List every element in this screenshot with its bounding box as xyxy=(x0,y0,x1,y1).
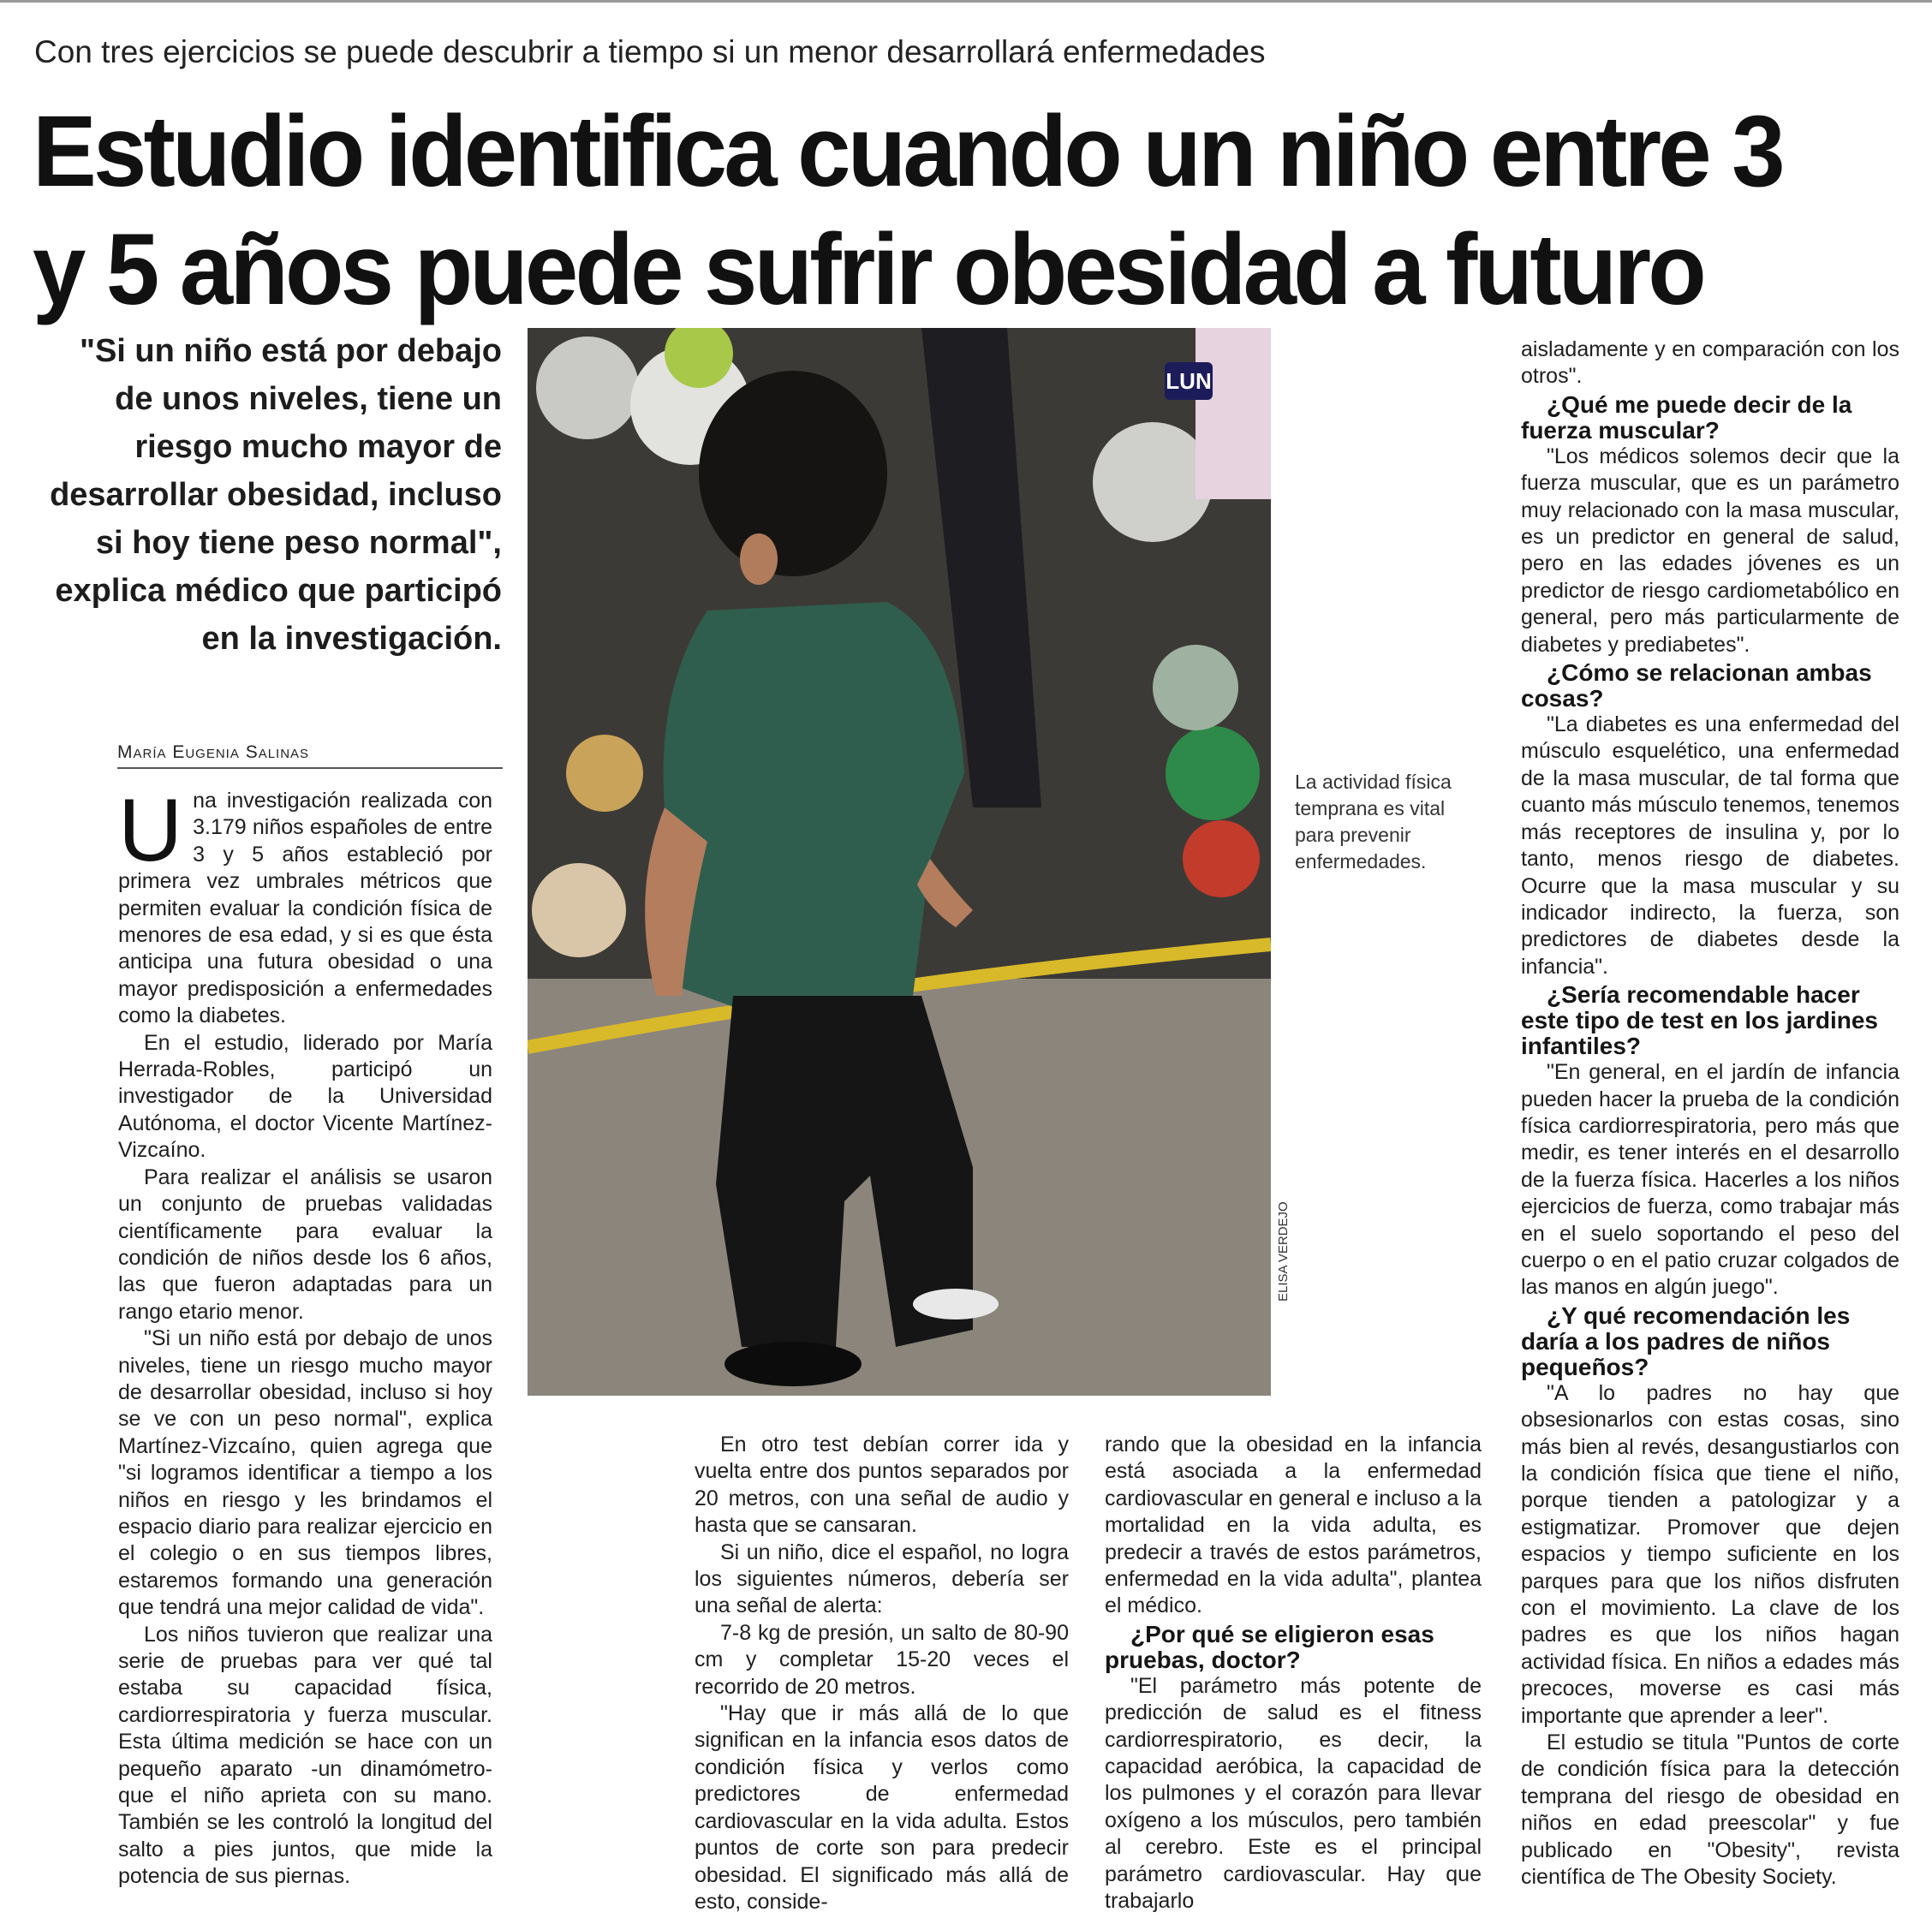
paragraph: En otro test debían correr ida y vuelta entre dos puntos separados por 20 metros, con una señal de audio y hasta que se cansaran. xyxy=(695,1433,1069,1538)
paragraph: "La diabetes es una enfermedad del músculo esquelético, una enfermedad de la masa muscular, de tal forma que cuanto más músculo tenemos, tenemos más receptores de insulina y, por lo tanto, menos riesgo de diabetes. Ocurre que la masa muscular y su indicador indirecto, la fuerza, son predictores de diabetes desde la infancia". xyxy=(1521,712,1899,979)
paragraph: Para realizar el análisis se usaron un conjunto de pruebas validadas científicamente para evaluar la condición de niños desde los 6 años, las que fueron adaptadas para un rango etario menor. xyxy=(118,1164,492,1324)
paragraph: rando que la obesidad en la infancia está asociada a la enfermedad cardiovascular en general e incluso a la mortalidad en la vida adulta, es predecir a través de estos parámetros, enfermedad en la vida adulta", plantea el médico. xyxy=(1105,1433,1482,1618)
article-column-1 xyxy=(118,781,492,1891)
drop-cap: U xyxy=(118,781,183,880)
paragraph: Si un niño, dice el español, no logra los siguientes números, debería ser una señal de alerta: xyxy=(695,1540,1069,1618)
paragraph: "A lo padres no hay que obsesionarlos con estas cosas, sino más bien al revés, desangustiarlos con la condición física que tiene el niño, porque tienden a patologizar y a estigmatizar. Promover que dejen espacios y tiempo suficiente en los parques para que los niños disfruten con el movimiento. La clave de los padres es que los niños hagan actividad física. En niños a edades más precoces, moverse es casi más importante que aprender a leer". xyxy=(1521,1380,1899,1728)
headline-line-2: y 5 años puede sufrir obesidad a futuro xyxy=(33,213,1703,326)
headline-line-1: Estudio identifica cuando un niño entre 3 xyxy=(33,95,1782,208)
interview-question: ¿Cómo se relacionan ambas cosas? xyxy=(1521,659,1872,712)
paragraph: "Hay que ir más allá de lo que significan en la infancia esos datos de condición física y verlos como predictores de enfermedad cardiovascular en la vida adulta. Estos puntos de corte son para predecir obesidad. El significado más allá de esto, conside- xyxy=(695,1701,1069,1914)
paragraph: aisladamente y en comparación con los otros". xyxy=(1521,337,1899,389)
main-photo xyxy=(528,328,1271,1396)
interview-question: ¿Qué me puede decir de la fuerza muscular? xyxy=(1521,390,1852,444)
photo-credit: ELISA VERDEJO xyxy=(1276,1201,1291,1302)
top-rule xyxy=(0,0,1932,3)
interview-question: ¿Sería recomendable hacer este tipo de test en los jardines infantiles? xyxy=(1521,981,1879,1060)
photo-illustration xyxy=(528,328,1271,1396)
paragraph: "Los médicos solemos decir que la fuerza muscular, que es un parámetro muy relacionado con la masa muscular, es un predictor en general de salud, pero en las edades jóvenes es un predictor de riesgo cardiometabólico en general, pero más particularmente de diabetes y prediabetes". xyxy=(1521,444,1899,657)
headline xyxy=(33,92,1806,329)
interview-question: ¿Por qué se eligieron esas pruebas, doctor? xyxy=(1105,1620,1434,1673)
lead-text: na investigación realizada con 3.179 niños españoles de entre 3 y 5 años estableció por primera vez umbrales métricos que permiten evaluar la condición física de menores de esa edad, y si es que ésta anticipa una futura obesidad o una mayor predisposición a enfermedades como la diabetes. xyxy=(118,789,492,1028)
kicker: Con tres ejercicios se puede descubrir a tiempo si un menor desarrollará enfermedades xyxy=(34,34,1266,69)
paragraph: Los niños tuvieron que realizar una serie de pruebas para ver qué tal estaba su capacidad física, cardiorrespiratoria y fuerza muscular. Esta última medición se hace con un pequeño aparato -un dinamómetro- que el niño aprieta con su mano. También se les controló la longitud del salto a pies juntos, que mide la potencia de sus piernas. xyxy=(118,1622,492,1889)
byline: María Eugenia Salinas xyxy=(117,742,503,769)
paragraph: 7-8 kg de presión, un salto de 80-90 cm y completar 15-20 veces el recorrido de 20 metros. xyxy=(695,1620,1069,1699)
lun-logo-text: LUN xyxy=(1166,368,1212,394)
paragraph: "En general, en el jardín de infancia pueden hacer la prueba de la condición física cardiorrespiratoria, pero más que medir, es tener interés en el desarrollo de la fuerza física. Hacerles a los niños ejercicios de fuerza, como trabajar más en el suelo soportando el peso del cuerpo o en el patio cruzar colgados de las manos en algún juego". xyxy=(1521,1060,1899,1300)
article-column-3 xyxy=(1105,1432,1482,1915)
interview-question: ¿Y qué recomendación les daría a los padres de niños pequeños? xyxy=(1521,1302,1851,1380)
paragraph: El estudio se titula "Puntos de corte de condición física para la detección temprana del riesgo de obesidad en niños en edad preescolar" y fue publicado en "Obesity", revista científica de The Obesity Society. xyxy=(1521,1730,1899,1890)
paragraph: En el estudio, liderado por María Herrada-Robles, participó un investigador de la Universidad Autónoma, el doctor Vicente Martínez-Vizcaíno. xyxy=(118,1030,492,1163)
lead-paragraph xyxy=(118,781,492,1030)
paragraph: "El parámetro más potente de predicción de salud es el fitness cardiorrespiratorio, es decir, la capacidad aeróbica, la capacidad de los pulmones y el corazón para llevar oxígeno a los músculos, pero también al cerebro. Este es el principal parámetro cardiovascular. Hay que trabajarlo xyxy=(1105,1673,1482,1914)
paragraph: "Si un niño está por debajo de unos niveles, tiene un riesgo mucho mayor de desarrollar obesidad, incluso si hoy se ve con un peso normal", explica Martínez-Vizcaíno, quien agrega que "si logramos identificar a tiempo a los niños en riesgo y les brindamos el espacio diario para realizar ejercicio en el colegio o en sus tiempos libres, estaremos formando una generación que tendrá una mejor calidad de vida". xyxy=(118,1326,492,1620)
article-column-4 xyxy=(1521,337,1899,1891)
photo-caption: La actividad física temprana es vital para prevenir enfermedades. xyxy=(1295,771,1452,873)
lun-logo-badge xyxy=(1165,362,1213,400)
article-column-2 xyxy=(695,1432,1069,1915)
pull-quote: "Si un niño está por debajo de unos niveles, tiene un riesgo mucho mayor de desarrollar obesidad, incluso si hoy tiene peso normal", explica médico que participó en la investigación. xyxy=(50,333,502,657)
